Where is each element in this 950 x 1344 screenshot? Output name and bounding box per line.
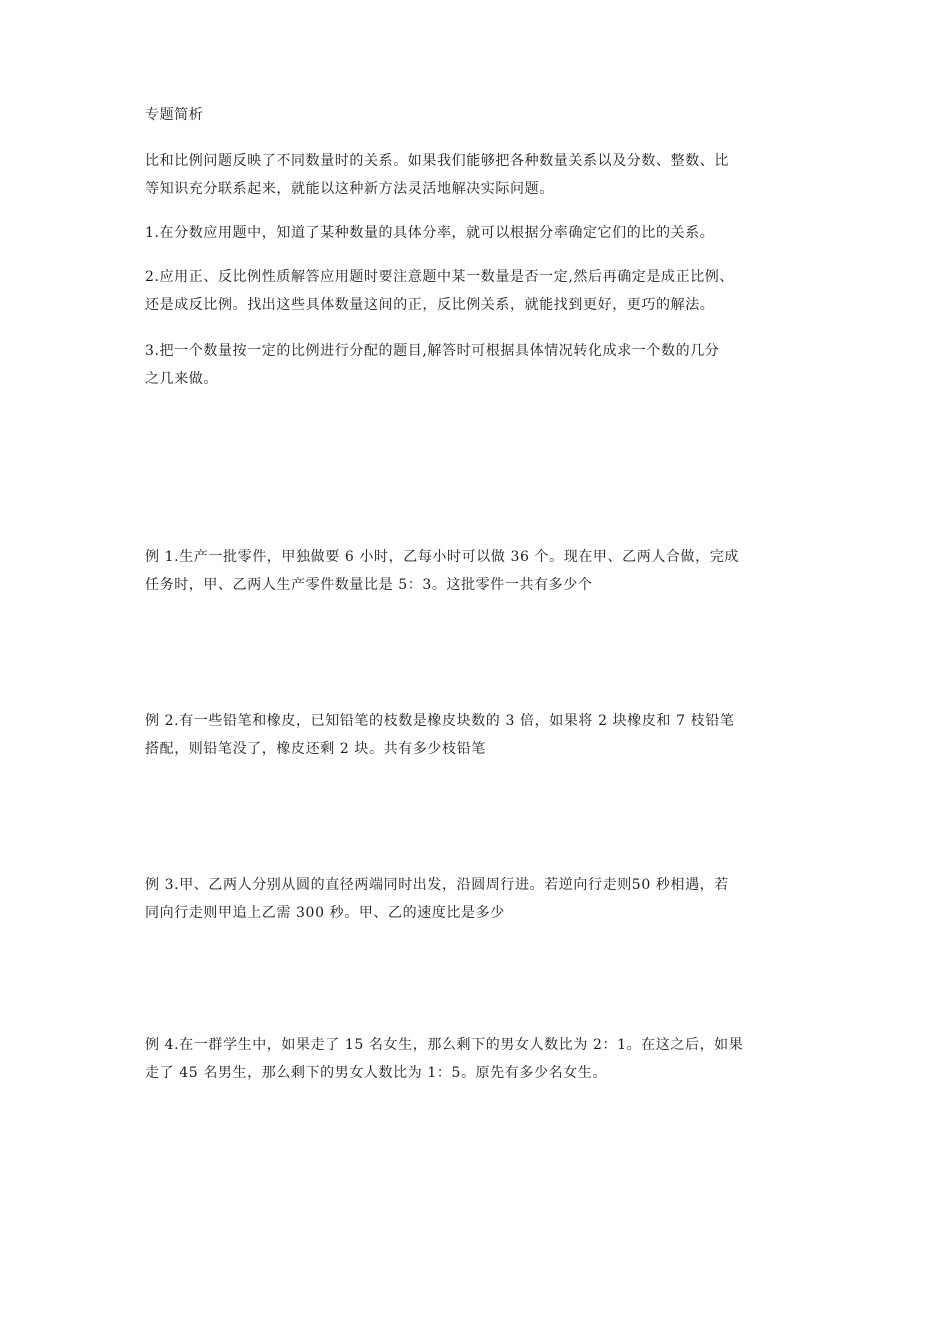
point-2-line-2: 还是成反比例。找出这些具体数量这间的正，反比例关系，就能找到更好，更巧的解法。 bbox=[145, 297, 715, 313]
point-1-line-1: 1.在分数应用题中，知道了某种数量的具体分率，就可以根据分率确定它们的比的关系。 bbox=[145, 225, 715, 241]
point-3-line-2: 之几来做。 bbox=[145, 371, 218, 387]
point-2 bbox=[145, 263, 813, 319]
intro-paragraph bbox=[145, 147, 813, 203]
point-3-line-1: 3.把一个数量按一定的比例进行分配的题目,解答时可根据具体情况转化成求一个数的几分 bbox=[145, 343, 720, 359]
point-2-line-1: 2.应用正、反比例性质解答应用题时要注意题中某一数量是否一定,然后再确定是成正比例、 bbox=[145, 269, 735, 285]
example-2-line-2: 搭配，则铅笔没了，橡皮还剩 2 块。共有多少枝铅笔 bbox=[145, 741, 486, 757]
example-4-line-2: 走了 45 名男生，那么剩下的男女人数比为 1：5。原先有多少名女生。 bbox=[145, 1065, 607, 1081]
point-1 bbox=[145, 219, 813, 247]
intro-line-1: 比和比例问题反映了不同数量时的关系。如果我们能够把各种数量关系以及分数、整数、比 bbox=[145, 153, 729, 169]
example-3-line-2: 同向行走则甲追上乙需 300 秒。甲、乙的速度比是多少 bbox=[145, 905, 505, 921]
example-2 bbox=[145, 707, 813, 763]
example-3 bbox=[145, 871, 813, 927]
point-3 bbox=[145, 337, 813, 393]
example-1-line-1: 例 1.生产一批零件，甲独做要 6 小时，乙每小时可以做 36 个。现在甲、乙两人合做，完成 bbox=[145, 549, 739, 565]
example-4-line-1: 例 4.在一群学生中，如果走了 15 名女生，那么剩下的男女人数比为 2：1。在这之后，如果 bbox=[145, 1037, 744, 1053]
example-1-line-2: 任务时，甲、乙两人生产零件数量比是 5：3。这批零件一共有多少个 bbox=[145, 577, 593, 593]
intro-line-2: 等知识充分联系起来，就能以这种新方法灵活地解决实际问题。 bbox=[145, 181, 554, 197]
example-3-line-1: 例 3.甲、乙两人分别从圆的直径两端同时出发，沿圆周行进。若逆向行走则50 秒相遇，若 bbox=[145, 877, 729, 893]
section-title-text: 专题简析 bbox=[145, 107, 204, 123]
example-4 bbox=[145, 1031, 813, 1087]
section-title bbox=[145, 101, 813, 129]
example-1 bbox=[145, 543, 813, 599]
example-2-line-1: 例 2.有一些铅笔和橡皮，已知铅笔的枝数是橡皮块数的 3 倍，如果将 2 块橡皮和 7 枝铅笔 bbox=[145, 713, 735, 729]
